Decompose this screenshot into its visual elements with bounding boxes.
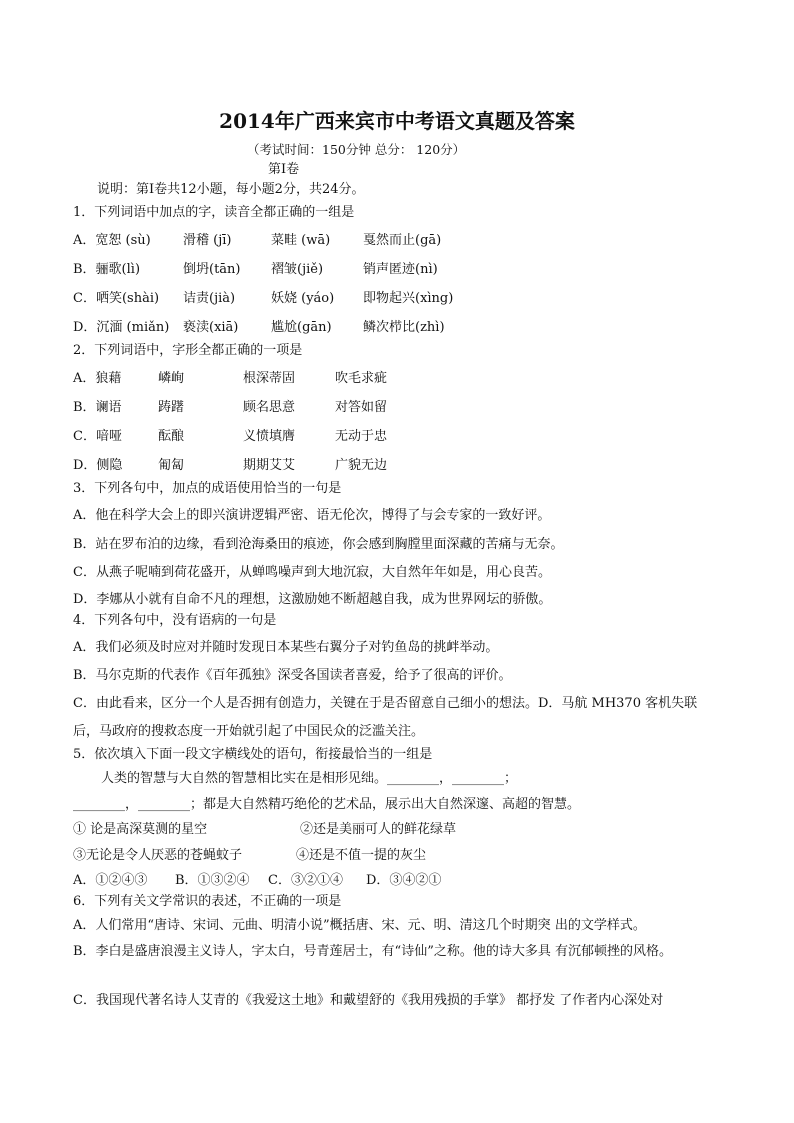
q5-answer-a: A．①②④③	[73, 873, 148, 888]
q1-option-d	[73, 320, 445, 336]
q3-option-d: D．李娜从小就有自命不凡的理想，这激励她不断超越自我，成为世界网坛的骄傲。	[73, 592, 552, 607]
q1-b-1: B．骊歌(lì)	[73, 262, 141, 277]
q2-d-2: 匍匐	[158, 458, 185, 473]
q2-b-3: 顾名思意	[243, 400, 296, 415]
q2-option-b	[73, 400, 387, 416]
q2-a-2: 嶙峋	[158, 371, 185, 386]
q2-c-2: 酝酿	[158, 429, 185, 444]
q1-d-2: 亵渎(xiā)	[183, 320, 239, 335]
q5-answers	[73, 873, 441, 889]
document-title: 2014年广西来宾市中考语文真题及答案	[219, 109, 575, 133]
q2-d-3: 期期艾艾	[243, 458, 296, 473]
q5-answer-b: B．①③②④	[175, 873, 250, 888]
q2-c-1: C．喑哑	[73, 429, 122, 444]
q1-option-a	[73, 233, 441, 249]
q5-passage-line2: ________，________；都是大自然精巧绝伦的艺术品，展示出大自然深邃、高超的智慧。	[73, 797, 581, 812]
q1-b-2: 倒坍(tān)	[183, 262, 241, 277]
instruction: 说明：第Ⅰ卷共12小题，每小题2分，共24分。	[97, 182, 365, 197]
q5-sentence-1: ① 论是高深莫测的星空	[73, 822, 208, 837]
q1-a-3: 菜畦 (wā)	[271, 233, 331, 248]
q2-d-1: D．侧隐	[73, 458, 123, 473]
q5-answer-d: D．③④②①	[366, 873, 442, 888]
q1-a-2: 滑稽 (jī)	[183, 233, 232, 248]
q2-b-2: 踌躇	[158, 400, 185, 415]
q6-option-c: C．我国现代著名诗人艾青的《我爱这土地》和戴望舒的《我用残损的手掌》 都抒发 了作者内心深处对	[73, 993, 664, 1008]
q4-option-b: B．马尔克斯的代表作《百年孤独》深受各国读者喜爱，给予了很高的评价。	[73, 668, 512, 683]
q5-answer-c: C．③②①④	[268, 873, 343, 888]
q2-a-1: A．狼藉	[73, 371, 122, 386]
q2-b-1: B．谰语	[73, 400, 122, 415]
q2-a-3: 根深蒂固	[243, 371, 296, 386]
q1-d-1: D．沉湎 (miǎn)	[73, 320, 170, 335]
q3-option-a: A．他在科学大会上的即兴演讲逻辑严密、语无伦次，博得了与会专家的一致好评。	[73, 508, 551, 523]
q1-a-4: 戛然而止(gā)	[363, 233, 442, 248]
q5-sentence-4: ④还是不值一提的灰尘	[296, 848, 427, 863]
q4-option-a: A．我们必须及时应对并随时发现日本某些右翼分子对钓鱼岛的挑衅举动。	[73, 640, 499, 655]
q1-c-2: 诘责(jià)	[183, 291, 236, 306]
q4-option-c: C．由此看来，区分一个人是否拥有创造力，关键在于是否留意自己细小的想法。D．马航 MH370 客机失联	[73, 696, 698, 711]
q1-a-1: A．宽恕 (sù)	[73, 233, 151, 248]
q2-a-4: 吹毛求疵	[335, 371, 388, 386]
q3-stem: 3．下列各句中，加点的成语使用恰当的一句是	[73, 481, 342, 496]
q1-d-4: 鳞次栉比(zhì)	[363, 320, 445, 335]
q2-d-4: 广貌无边	[335, 458, 388, 473]
q6-option-a: A．人们常用“唐诗、宋词、元曲、明清小说”概括唐、宋、元、明、清这几个时期突 出的文学样式。	[73, 918, 646, 933]
q6-stem: 6．下列有关文学常识的表述，不正确的一项是	[73, 894, 342, 909]
q5-sentence-3: ③无论是令人厌恶的苍蝇蚊子	[73, 848, 243, 863]
q1-option-c	[73, 291, 453, 307]
q5-sentence-2: ②还是美丽可人的鲜花绿草	[300, 822, 457, 837]
q1-stem: 1．下列词语中加点的字，读音全都正确的一组是	[73, 205, 355, 220]
q3-option-c: C．从燕子呢喃到荷花盛开，从蝉鸣噪声到大地沉寂，大自然年年如是，用心良苦。	[73, 565, 551, 580]
q2-stem: 2．下列词语中，字形全都正确的一项是	[73, 343, 303, 358]
q1-c-3: 妖娆 (yáo)	[271, 291, 335, 306]
q2-option-c	[73, 429, 387, 445]
q3-option-b: B．站在罗布泊的边缘，看到沧海桑田的痕迹，你会感到胸膛里面深藏的苦痛与无奈。	[73, 537, 564, 552]
exam-info: （考试时间：150分钟 总分： 120分）	[247, 142, 466, 157]
q2-c-3: 义愤填膺	[243, 429, 296, 444]
q2-option-d	[73, 458, 387, 474]
q6-option-b: B．李白是盛唐浪漫主义诗人，字太白，号青莲居士，有“诗仙”之称。他的诗大多具 有沉郁顿挫的风格。	[73, 944, 672, 959]
q1-c-4: 即物起兴(xìng)	[363, 291, 454, 306]
q2-option-a	[73, 371, 387, 387]
q4-stem: 4．下列各句中，没有语病的一句是	[73, 613, 277, 628]
q1-d-3: 尴尬(gān)	[271, 320, 332, 335]
part-heading: 第Ⅰ卷	[268, 162, 300, 177]
q5-passage-line1: 人类的智慧与大自然的智慧相比实在是相形见绌。________，________；	[101, 771, 518, 786]
q1-c-1: C．哂笑(shài)	[73, 291, 160, 306]
q2-c-4: 无动于忠	[335, 429, 388, 444]
q1-option-b	[73, 262, 438, 278]
q1-b-3: 褶皱(jiě)	[271, 262, 324, 277]
q2-b-4: 对答如留	[335, 400, 388, 415]
q5-stem: 5．依次填入下面一段文字横线处的语句，衔接最恰当的一组是	[73, 747, 433, 762]
q4-option-c-cont: 后，马政府的搜救态度一开始就引起了中国民众的泛滥关注。	[73, 724, 425, 739]
q1-b-4: 销声匿迹(nì)	[363, 262, 438, 277]
